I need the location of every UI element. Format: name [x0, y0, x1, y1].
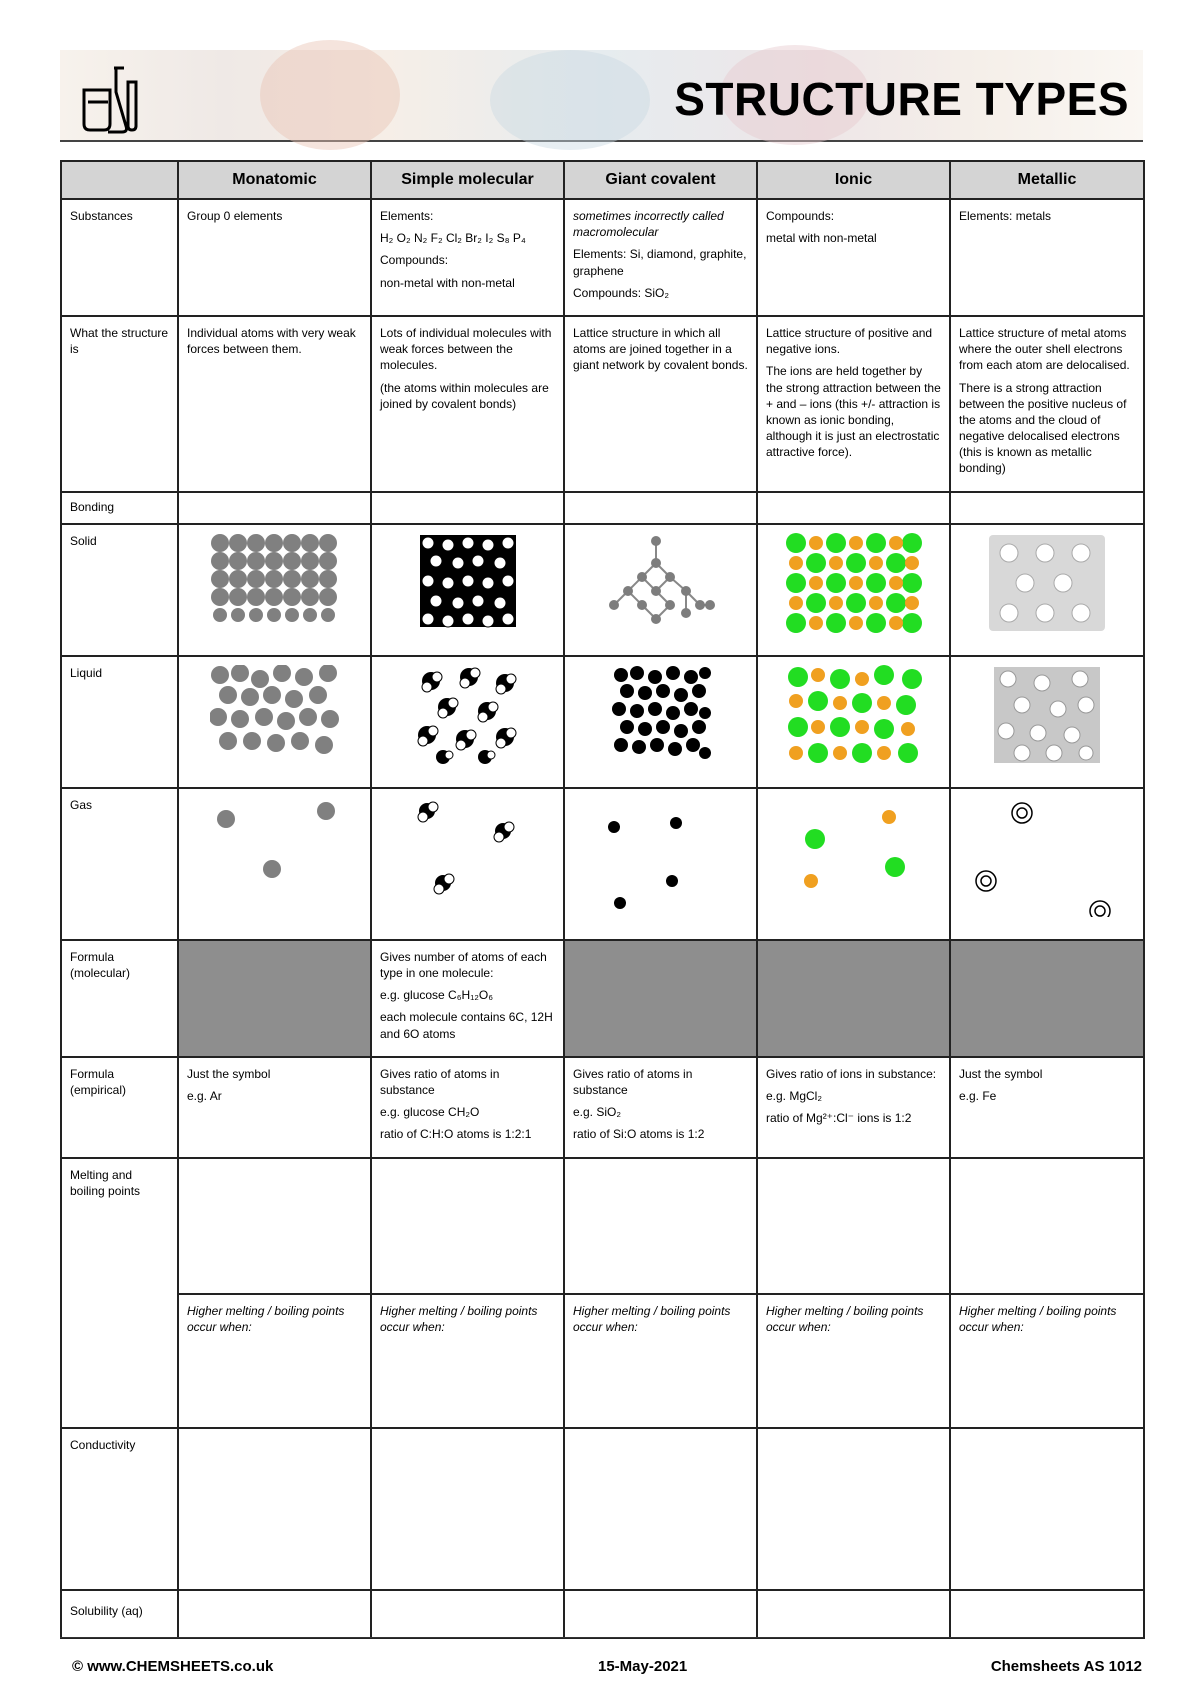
cell-substances-ionic [757, 199, 950, 316]
cell-text: Just the symbol [959, 1066, 1043, 1081]
cell-solubility-ionic [757, 1590, 950, 1638]
cell-conductivity-simple [371, 1428, 564, 1590]
cell-liquid-monatomic [178, 656, 371, 788]
cell-solubility-giant [564, 1590, 757, 1638]
cell-formula-molecular-metallic [950, 940, 1144, 1057]
cell-text: Higher melting / boiling points occur when: [380, 1303, 538, 1334]
row-label-bonding: Bonding [61, 492, 178, 524]
cell-gas-monatomic [178, 788, 371, 940]
cell-melting-prompt-giant [564, 1294, 757, 1428]
row-label-melting: Melting and boiling points [61, 1158, 178, 1428]
cell-formula-molecular-ionic [757, 940, 950, 1057]
row-substances [61, 199, 1144, 316]
cell-solid-giant [564, 524, 757, 656]
liquid-metallic-diagram [992, 665, 1102, 765]
cell-melting-ionic [757, 1158, 950, 1294]
row-label-formula-molecular: Formula (molecular) [61, 940, 178, 1057]
footer-date: 15-May-2021 [598, 1658, 688, 1675]
cell-solubility-monatomic [178, 1590, 371, 1638]
cell-gas-simple [371, 788, 564, 940]
cell-formula-molecular-giant [564, 940, 757, 1057]
liquid-monatomic-diagram [210, 665, 340, 757]
liquid-simple-molecular-diagram [413, 665, 523, 765]
cell-melting-monatomic [178, 1158, 371, 1294]
cell-text: (the atoms within molecules are joined by covalent bonds) [380, 380, 549, 411]
page-title: STRUCTURE TYPES [674, 73, 1129, 125]
row-conductivity [61, 1428, 1144, 1590]
cell-text: e.g. MgCl₂ [766, 1088, 823, 1103]
row-liquid [61, 656, 1144, 788]
row-solubility [61, 1590, 1144, 1638]
cell-text: There is a strong attraction between the positive nucleus of the atoms and the cloud of negative delocalised electrons (this is known as metallic bonding) [959, 380, 1127, 476]
cell-text: Higher melting / boiling points occur when: [766, 1303, 924, 1334]
row-bonding [61, 492, 1144, 524]
cell-liquid-simple [371, 656, 564, 788]
footer-reference: Chemsheets AS 1012 [990, 1658, 1142, 1675]
cell-text: Elements: metals [959, 209, 1052, 223]
cell-substances-metallic [950, 199, 1144, 316]
cell-text: Elements: [380, 209, 434, 223]
lab-glassware-icon [78, 62, 148, 134]
cell-melting-prompt-ionic [757, 1294, 950, 1428]
header-decoration [260, 40, 400, 150]
cell-bonding-metallic [950, 492, 1144, 524]
cell-solid-ionic [757, 524, 950, 656]
row-label-gas: Gas [61, 788, 178, 940]
cell-text: sometimes incorrectly called macromolecular [573, 209, 724, 240]
cell-text: e.g. SiO₂ [573, 1105, 622, 1120]
cell-text: Compounds: [766, 209, 835, 223]
row-label-substances: Substances [61, 199, 178, 316]
footer-copyright: © www.CHEMSHEETS.co.uk [72, 1658, 274, 1675]
cell-text: Gives ratio of atoms in substance [380, 1066, 500, 1097]
cell-text: non-metal with non-metal [380, 275, 515, 290]
cell-text: Gives number of atoms of each type in one molecule: [380, 949, 547, 980]
cell-substances-simple [371, 199, 564, 316]
cell-text: Higher melting / boiling points occur when: [959, 1303, 1117, 1334]
cell-substances-giant [564, 199, 757, 316]
cell-conductivity-giant [564, 1428, 757, 1590]
cell-bonding-ionic [757, 492, 950, 524]
liquid-giant-covalent-diagram [611, 665, 711, 761]
cell-conductivity-monatomic [178, 1428, 371, 1590]
solid-ionic-diagram [784, 533, 924, 633]
cell-melting-prompt-metallic [950, 1294, 1144, 1428]
cell-structure-monatomic [178, 316, 371, 492]
cell-text: Compounds: SiO₂ [573, 285, 670, 300]
gas-metallic-diagram [962, 797, 1132, 917]
solid-giant-covalent-diagram [606, 533, 716, 629]
cell-solid-simple [371, 524, 564, 656]
row-structure [61, 316, 1144, 492]
cell-text: each molecule contains 6C, 12H and 6O atoms [380, 1010, 553, 1041]
structure-types-table [60, 160, 1145, 1639]
row-label-solubility: Solubility (aq) [61, 1590, 178, 1638]
column-header-ionic: Ionic [757, 161, 950, 199]
cell-text: Lattice structure of metal atoms where the outer shell electrons from each atom are delocalised. [959, 325, 1130, 373]
footer-divider [60, 1637, 1143, 1638]
cell-text: Just the symbol [187, 1066, 271, 1081]
solid-monatomic-diagram [205, 533, 345, 623]
table-header-row [61, 161, 1144, 199]
gas-simple-molecular-diagram [383, 797, 553, 917]
cell-melting-prompt-simple [371, 1294, 564, 1428]
cell-formula-empirical-ionic [757, 1057, 950, 1158]
cell-text: Lattice structure in which all atoms are joined together in a giant network by covalent bonds. [573, 325, 748, 373]
cell-text: Gives ratio of ions in substance: [766, 1066, 937, 1081]
row-solid [61, 524, 1144, 656]
row-formula-molecular [61, 940, 1144, 1057]
cell-formula-empirical-monatomic [178, 1057, 371, 1158]
row-label-formula-empirical: Formula (empirical) [61, 1057, 178, 1158]
cell-text: Higher melting / boiling points occur when: [573, 1303, 731, 1334]
gas-giant-covalent-diagram [576, 797, 746, 917]
cell-bonding-monatomic [178, 492, 371, 524]
cell-structure-ionic [757, 316, 950, 492]
row-melting-prompt [61, 1294, 1144, 1428]
gas-ionic-diagram [769, 797, 939, 917]
cell-solubility-metallic [950, 1590, 1144, 1638]
cell-gas-metallic [950, 788, 1144, 940]
cell-solid-metallic [950, 524, 1144, 656]
cell-text: Lattice structure of positive and negative ions. [766, 325, 933, 357]
cell-melting-metallic [950, 1158, 1144, 1294]
cell-formula-molecular-monatomic [178, 940, 371, 1057]
row-formula-empirical [61, 1057, 1144, 1158]
cell-solid-monatomic [178, 524, 371, 656]
cell-melting-prompt-monatomic [178, 1294, 371, 1428]
cell-melting-giant [564, 1158, 757, 1294]
column-header-giant-covalent: Giant covalent [564, 161, 757, 199]
row-gas [61, 788, 1144, 940]
solid-metallic-diagram [987, 533, 1107, 633]
cell-formula-empirical-simple [371, 1057, 564, 1158]
cell-liquid-metallic [950, 656, 1144, 788]
cell-formula-empirical-giant [564, 1057, 757, 1158]
cell-melting-simple [371, 1158, 564, 1294]
cell-conductivity-metallic [950, 1428, 1144, 1590]
header-decoration [490, 50, 650, 150]
cell-text: e.g. Ar [187, 1088, 222, 1103]
row-label-conductivity: Conductivity [61, 1428, 178, 1590]
cell-text: Gives ratio of atoms in substance [573, 1066, 693, 1097]
cell-text: Lots of individual molecules with weak forces between the molecules. [380, 325, 552, 373]
cell-text: e.g. glucose CH₂O [380, 1105, 480, 1120]
cell-gas-giant [564, 788, 757, 940]
page-header [60, 50, 1143, 142]
cell-text: Higher melting / boiling points occur when: [187, 1303, 345, 1334]
cell-conductivity-ionic [757, 1428, 950, 1590]
cell-text: Compounds: [380, 253, 449, 268]
cell-substances-monatomic [178, 199, 371, 316]
cell-structure-simple [371, 316, 564, 492]
gas-monatomic-diagram [190, 797, 360, 917]
cell-text: H₂ O₂ N₂ F₂ Cl₂ Br₂ I₂ S₈ P₄ [380, 231, 526, 246]
column-header-monatomic: Monatomic [178, 161, 371, 199]
cell-text: Individual atoms with very weak forces between them. [187, 325, 356, 357]
cell-gas-ionic [757, 788, 950, 940]
cell-structure-metallic [950, 316, 1144, 492]
cell-text: Elements: Si, diamond, graphite, graphene [573, 247, 747, 278]
cell-formula-empirical-metallic [950, 1057, 1144, 1158]
row-label-solid: Solid [61, 524, 178, 656]
grey-atoms [211, 534, 337, 622]
cell-liquid-ionic [757, 656, 950, 788]
table-corner-cell [61, 161, 178, 199]
liquid-ionic-diagram [784, 665, 924, 765]
row-label-structure: What the structure is [61, 316, 178, 492]
cell-structure-giant [564, 316, 757, 492]
cell-text: Group 0 elements [187, 209, 283, 223]
column-header-simple-molecular: Simple molecular [371, 161, 564, 199]
cell-text: ratio of Mg²⁺:Cl⁻ ions is 1:2 [766, 1111, 912, 1126]
cell-text: ratio of C:H:O atoms is 1:2:1 [380, 1127, 532, 1142]
cell-bonding-giant [564, 492, 757, 524]
row-melting [61, 1158, 1144, 1294]
cell-formula-molecular-simple [371, 940, 564, 1057]
row-label-liquid: Liquid [61, 656, 178, 788]
cell-solubility-simple [371, 1590, 564, 1638]
solid-simple-molecular-diagram [418, 533, 518, 629]
cell-text: e.g. Fe [959, 1088, 997, 1103]
cell-bonding-simple [371, 492, 564, 524]
cell-text: The ions are held together by the strong attraction between the + and – ions (this +/- attraction is known as ionic bonding, although it is just an electrostatic attractive force). [766, 364, 941, 460]
cell-text: e.g. glucose C₆H₁₂O₆ [380, 988, 494, 1003]
cell-text: metal with non-metal [766, 231, 877, 246]
cell-liquid-giant [564, 656, 757, 788]
column-header-metallic: Metallic [950, 161, 1144, 199]
cell-text: ratio of Si:O atoms is 1:2 [573, 1127, 705, 1142]
